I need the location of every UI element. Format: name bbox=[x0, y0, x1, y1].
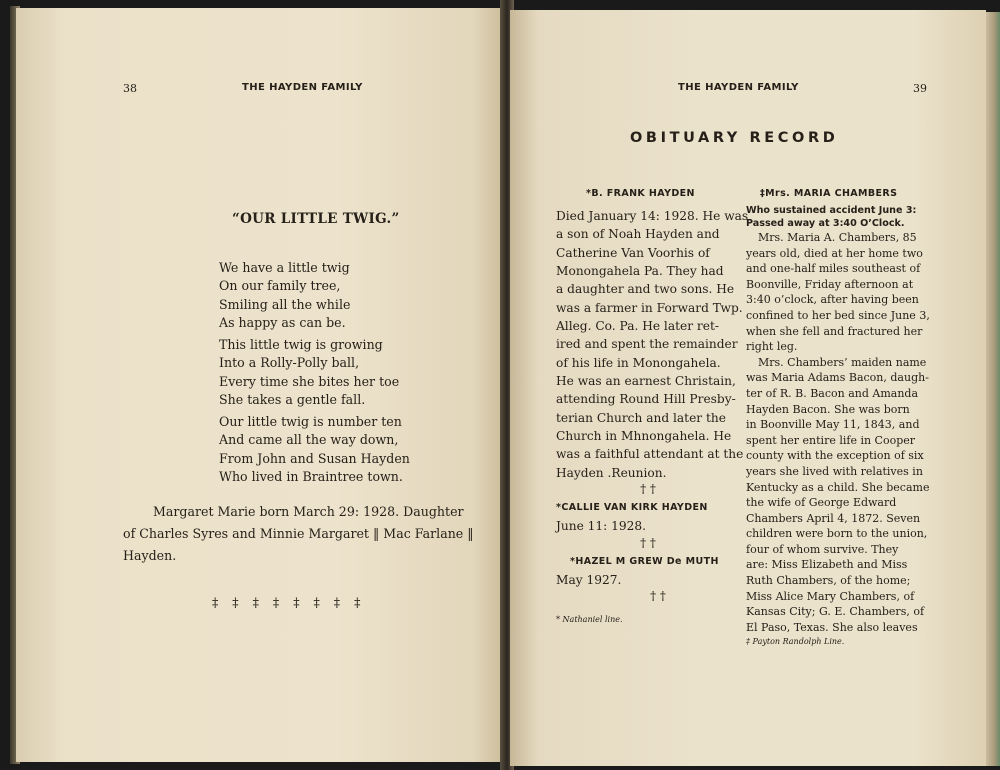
entry-heading: *CALLIE VAN KIRK HAYDEN bbox=[556, 502, 708, 514]
birth-note-line: Margaret Marie born March 29: 1928. Daughter bbox=[153, 504, 464, 519]
text-line: El Paso, Texas. She also leaves bbox=[746, 620, 918, 634]
text-line: in Boonville May 11, 1843, and bbox=[746, 418, 920, 432]
text-line: Miss Alice Mary Chambers, of bbox=[746, 589, 915, 603]
text-line: Hayden Bacon. She was born bbox=[746, 402, 910, 416]
book-right-edge bbox=[986, 12, 1000, 766]
entry-heading: *B. FRANK HAYDEN bbox=[586, 188, 695, 199]
running-head-left: THE HAYDEN FAMILY bbox=[242, 82, 363, 93]
divider-daggers: † † bbox=[650, 588, 666, 603]
text-line: confined to her bed since June 3, bbox=[746, 308, 930, 322]
poem-line: On our family tree, bbox=[219, 278, 341, 294]
birth-note bbox=[123, 501, 495, 567]
text-line: are: Miss Elizabeth and Miss bbox=[746, 558, 908, 572]
poem-title: “OUR LITTLE TWIG.” bbox=[232, 211, 400, 227]
text-line: Kentucky as a child. She became bbox=[746, 480, 930, 494]
text-line: ter of R. B. Bacon and Amanda bbox=[746, 386, 919, 400]
subheading-line: Passed away at 3:40 O’Clock. bbox=[746, 217, 905, 229]
entry-text bbox=[556, 571, 740, 589]
text-line: Hayden .Reunion. bbox=[556, 465, 667, 480]
text-line: Chambers April 4, 1872. Seven bbox=[746, 511, 921, 525]
text-line: Mrs. Maria A. Chambers, 85 bbox=[758, 231, 917, 244]
poem-stanza-2 bbox=[219, 336, 399, 409]
text-line: when she fell and fractured her bbox=[746, 324, 923, 338]
text-line: children were born to the union, bbox=[746, 527, 928, 541]
subheading-line: Who sustained accident June 3: bbox=[746, 205, 917, 216]
entry-text bbox=[556, 517, 740, 535]
text-line: Died January 14: 1928. He was bbox=[556, 209, 749, 223]
text-line: the wife of George Edward bbox=[746, 496, 897, 510]
footnote: ‡ Payton Randolph Line. bbox=[746, 637, 845, 647]
poem-stanza-1 bbox=[219, 259, 350, 332]
divider-daggers: † † bbox=[640, 482, 656, 497]
birth-note-line: Hayden. bbox=[123, 548, 177, 563]
text-line: was Maria Adams Bacon, daugh- bbox=[746, 371, 929, 385]
text-line: four of whom survive. They bbox=[746, 542, 899, 556]
divider-daggers: † † bbox=[640, 535, 656, 550]
text-line: a son of Noah Hayden and bbox=[556, 227, 720, 242]
text-line: right leg. bbox=[746, 340, 798, 354]
text-line: May 1927. bbox=[556, 572, 622, 587]
text-line: of his life in Monongahela. bbox=[556, 355, 721, 370]
poem-line: This little twig is growing bbox=[219, 337, 383, 352]
entry-heading: ‡Mrs. MARIA CHAMBERS bbox=[760, 188, 898, 199]
entry-subheading bbox=[746, 205, 942, 230]
running-head-right: THE HAYDEN FAMILY bbox=[678, 82, 799, 93]
text-line: Ruth Chambers, of the home; bbox=[746, 574, 911, 588]
poem-line: Who lived in Braintree town. bbox=[219, 468, 403, 484]
poem-line: Our little twig is number ten bbox=[219, 414, 402, 429]
text-line: years she lived with relatives in bbox=[746, 464, 923, 478]
text-line: Alleg. Co. Pa. He later ret- bbox=[556, 319, 719, 334]
text-line: Mrs. Chambers’ maiden name bbox=[758, 355, 927, 369]
text-line: county with the exception of six bbox=[746, 449, 924, 463]
text-line: was a farmer in Forward Twp. bbox=[556, 300, 743, 315]
text-line: attending Round Hill Presby- bbox=[556, 392, 736, 407]
footnote: * Nathaniel line. bbox=[556, 614, 623, 624]
text-line: Church in Mhnongahela. He bbox=[556, 429, 732, 444]
poem-line: Smiling all the while bbox=[219, 296, 351, 312]
poem-line: As happy as can be. bbox=[219, 314, 346, 330]
text-line: a daughter and two sons. He bbox=[556, 282, 735, 297]
birth-note-line: of Charles Syres and Minnie Margaret ‖ Mac Farlane ‖ bbox=[123, 526, 474, 541]
page-number-right: 39 bbox=[913, 82, 927, 95]
obituary-right-column bbox=[746, 188, 942, 646]
text-line: June 11: 1928. bbox=[556, 519, 647, 534]
poem-line: She takes a gentle fall. bbox=[219, 391, 366, 407]
poem-line: Every time she bites her toe bbox=[219, 373, 400, 389]
left-page bbox=[16, 8, 508, 762]
text-line: years old, died at her home two bbox=[746, 246, 923, 260]
text-line: Kansas City; G. E. Chambers, of bbox=[746, 605, 925, 619]
text-line: spent her entire life in Cooper bbox=[746, 433, 916, 447]
page-number-left: 38 bbox=[123, 82, 137, 95]
text-line: Catherine Van Voorhis of bbox=[556, 245, 710, 260]
poem-stanza-3 bbox=[219, 413, 410, 486]
text-line: Monongahela Pa. They had bbox=[556, 264, 724, 279]
text-line: terian Church and later the bbox=[556, 410, 726, 425]
poem-line: Into a Rolly-Polly ball, bbox=[219, 355, 360, 371]
obituary-title: OBITUARY RECORD bbox=[630, 130, 839, 146]
poem-line: We have a little twig bbox=[219, 260, 350, 275]
text-line: He was an earnest Christain, bbox=[556, 374, 736, 389]
obituary-left-column bbox=[556, 188, 749, 624]
text-line: ired and spent the remainder bbox=[556, 337, 738, 352]
entry-text bbox=[746, 230, 942, 635]
ornament-daggers: ‡ ‡ ‡ ‡ ‡ ‡ ‡ ‡ bbox=[212, 595, 361, 610]
poem-line: From John and Susan Hayden bbox=[219, 450, 410, 466]
entry-heading: *HAZEL M GREW De MUTH bbox=[570, 555, 719, 567]
text-line: was a faithful attendant at the bbox=[556, 447, 744, 462]
text-line: and one-half miles southeast of bbox=[746, 262, 921, 276]
entry-text bbox=[556, 207, 749, 482]
right-page bbox=[510, 10, 986, 766]
text-line: 3:40 o’clock, after having been bbox=[746, 293, 919, 307]
text-line: Boonville, Friday afternoon at bbox=[746, 277, 914, 291]
poem-line: And came all the way down, bbox=[219, 432, 399, 448]
